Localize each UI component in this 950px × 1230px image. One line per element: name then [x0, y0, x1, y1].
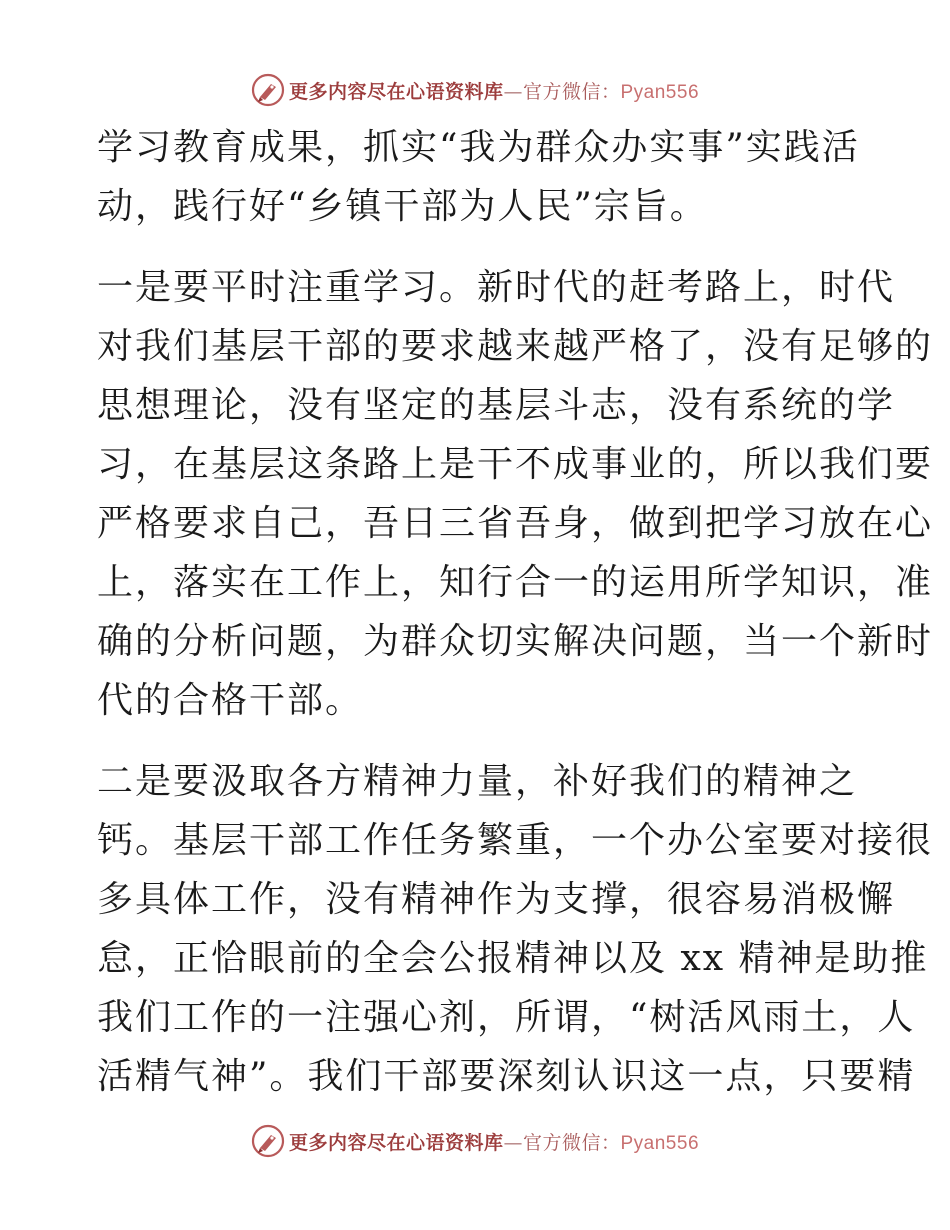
- footer-banner-text: [289, 1128, 699, 1155]
- text-line: 代的合格干部。: [97, 680, 364, 721]
- text-line: 学习教育成果，抓实“我为群众办实事”实践活: [97, 127, 860, 168]
- header-banner-wechat-label: 官方微信：: [522, 80, 621, 103]
- text-line: 二是要汲取各方精神力量，补好我们的精神之: [97, 761, 858, 802]
- footer-banner: [0, 1121, 950, 1161]
- text-line: 动，践行好“乡镇干部为人民”宗旨。: [97, 186, 708, 227]
- text-line: 严格要求自己，吾日三省吾身，做到把学习放在心: [97, 503, 934, 544]
- text-line: 钙。基层干部工作任务繁重，一个办公室要对接很: [97, 820, 934, 861]
- text-line: 上，落实在工作上，知行合一的运用所学知识，准: [97, 562, 934, 603]
- text-line: 确的分析问题，为群众切实解决问题，当一个新时: [97, 621, 934, 662]
- header-banner: [0, 70, 950, 110]
- paragraph-intro: [97, 118, 860, 236]
- text-line: 活精气神”。我们干部要深刻认识这一点，只要精: [97, 1056, 916, 1097]
- text-line: 一是要平时注重学习。新时代的赶考路上，时代: [97, 267, 896, 308]
- text-line: 习，在基层这条路上是干不成事业的，所以我们要: [97, 444, 934, 485]
- paragraph-spirit: [97, 752, 934, 1106]
- header-banner-title: 更多内容尽在心语资料库: [288, 80, 504, 103]
- paragraph-study: [97, 258, 934, 730]
- footer-banner-wechat-label: 官方微信：: [522, 1131, 621, 1154]
- footer-banner-wechat-id: Pyan556: [620, 1132, 700, 1154]
- pen-nib-logo-icon: [251, 73, 285, 107]
- text-line: 多具体工作，没有精神作为支撑，很容易消极懈: [97, 879, 896, 920]
- pen-nib-logo-icon: [251, 1124, 285, 1158]
- footer-banner-dash: —: [503, 1131, 523, 1154]
- text-line: 对我们基层干部的要求越来越严格了，没有足够的: [97, 326, 934, 367]
- footer-banner-title: 更多内容尽在心语资料库: [288, 1131, 504, 1154]
- header-banner-dash: —: [503, 80, 523, 103]
- header-banner-wechat-id: Pyan556: [620, 81, 700, 103]
- document-body: [97, 118, 934, 1106]
- text-line: 思想理论，没有坚定的基层斗志，没有系统的学: [97, 385, 896, 426]
- header-banner-text: [289, 77, 699, 104]
- text-line: 怠，正恰眼前的全会公报精神以及 xx 精神是助推: [97, 938, 929, 979]
- text-line: 我们工作的一注强心剂，所谓，“树活风雨土，人: [97, 997, 916, 1038]
